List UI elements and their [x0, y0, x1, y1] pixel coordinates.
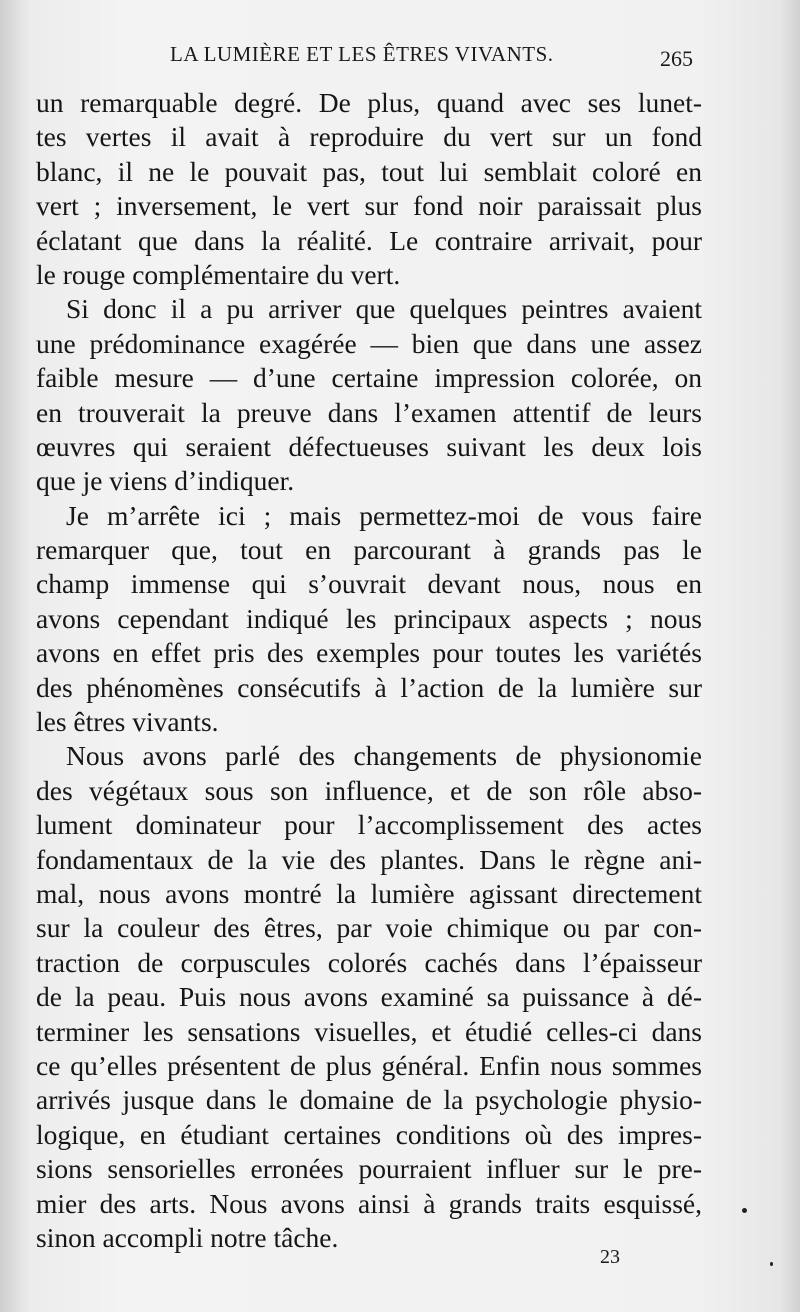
paragraph-end-line: le rouge complémentaire du vert.: [36, 258, 401, 290]
text-line: une prédominance exagérée — bien que dans une assez: [36, 327, 702, 359]
text-line: des phénomènes consécutifs à l’action de la lumière sur: [36, 671, 702, 703]
text-line: avons en effet pris des exemples pour toutes les variétés: [36, 637, 702, 669]
text-line: en trouverait la preuve dans l’examen attentif de leurs: [36, 396, 702, 428]
text-line: de la peau. Puis nous avons examiné sa puissance à dé-: [36, 981, 702, 1013]
text-line: arrivés jusque dans le domaine de la psychologie physio-: [36, 1084, 702, 1116]
page-number: 265: [660, 46, 693, 71]
text-line: remarquer que, tout en parcourant à grands pas le: [36, 534, 702, 566]
text-line: sions sensorielles erronées pourraient influer sur le pre-: [36, 1153, 702, 1185]
text-line: champ immense qui s’ouvrait devant nous, nous en: [36, 568, 702, 600]
text-line: fondamentaux de la vie des plantes. Dans le règne ani-: [36, 843, 702, 875]
text-line: mier des arts. Nous avons ainsi à grands traits esquissé,: [36, 1187, 702, 1219]
paragraph-end-line: que je viens d’indiquer.: [36, 465, 295, 497]
text-line: ce qu’elles présentent de plus général. Enfin nous sommes: [36, 1049, 702, 1081]
paragraph-start-line: Si donc il a pu arriver que quelques peintres avaient: [66, 293, 702, 325]
text-line: des végétaux sous son influence, et de son rôle abso-: [36, 774, 702, 806]
text-line: œuvres qui seraient défectueuses suivant les deux lois: [36, 430, 702, 462]
text-line: logique, en étudiant certaines conditions où des impres-: [36, 1118, 702, 1150]
paragraph-start-line: Nous avons parlé des changements de physionomie: [66, 740, 702, 772]
text-line: sur la couleur des êtres, par voie chimique ou par con-: [36, 912, 702, 944]
paragraph-end-line: les êtres vivants.: [36, 706, 219, 738]
text-line: faible mesure — d’une certaine impression colorée, on: [36, 362, 702, 394]
text-line: avons cependant indiqué les principaux aspects ; nous: [36, 602, 702, 634]
ink-speck: [770, 1262, 773, 1266]
text-line: tes vertes il avait à reproduire du vert sur un fond: [36, 121, 702, 153]
signature-mark: 23: [600, 1246, 620, 1268]
text-line: traction de corpuscules colorés cachés dans l’épaisseur: [36, 946, 702, 978]
body-text: [36, 86, 702, 1255]
text-line: lument dominateur pour l’accomplissement des actes: [36, 809, 702, 841]
text-line: vert ; inversement, le vert sur fond noir paraissait plus: [36, 190, 702, 222]
paragraph-start-line: Je m’arrête ici ; mais permettez-moi de vous faire: [66, 499, 702, 531]
text-line: terminer les sensations visuelles, et étudié celles-ci dans: [36, 1015, 702, 1047]
text-line: éclatant que dans la réalité. Le contraire arrivait, pour: [36, 224, 702, 256]
text-line: un remarquable degré. De plus, quand avec ses lunet-: [36, 87, 702, 118]
text-line: blanc, il ne le pouvait pas, tout lui semblait coloré en: [36, 155, 702, 187]
paragraph-end-line: sinon accompli notre tâche.: [36, 1221, 339, 1253]
page-header: [0, 42, 800, 78]
text-line: mal, nous avons montré la lumière agissant directement: [36, 877, 702, 909]
ink-speck: [742, 1208, 747, 1213]
running-head: LA LUMIÈRE ET LES ÊTRES VIVANTS.: [170, 42, 554, 66]
